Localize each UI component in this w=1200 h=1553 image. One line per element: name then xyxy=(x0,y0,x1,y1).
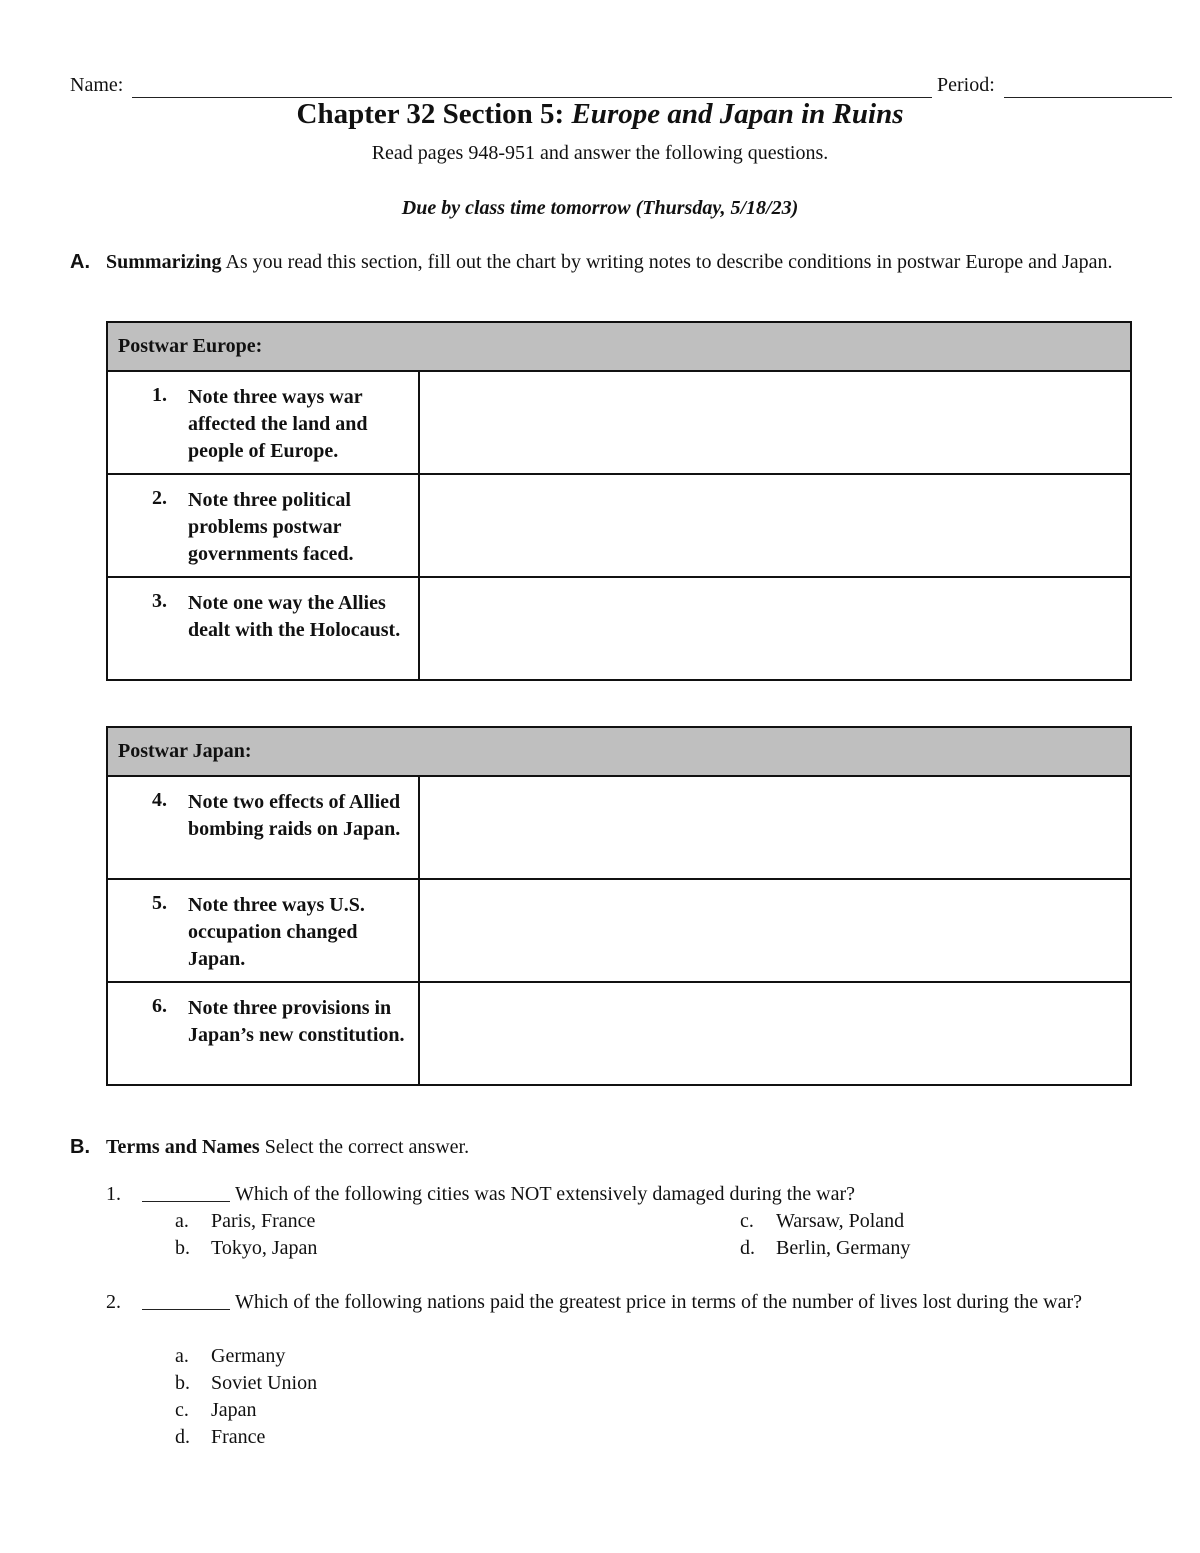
question-text: Note three provisions in Japan’s new constitution. xyxy=(188,997,405,1046)
table-row xyxy=(107,879,1131,982)
option-letter: c. xyxy=(740,1210,754,1232)
title-italic: Europe and Japan in Ruins xyxy=(571,98,904,130)
option-text: France xyxy=(211,1426,266,1448)
section-a-letter: A. xyxy=(70,251,90,273)
section-a-text: As you read this section, fill out the chart by writing notes to describe conditions in postwar Europe and Japan. xyxy=(221,251,1113,273)
postwar-japan-table xyxy=(106,726,1132,1086)
section-b-heading xyxy=(70,1134,1130,1162)
option-letter: d. xyxy=(175,1426,190,1448)
answer-cell[interactable] xyxy=(419,776,1131,879)
question-text: Note one way the Allies dealt with the Holocaust. xyxy=(188,592,401,641)
due-date: Due by class time tomorrow (Thursday, 5/18/23) xyxy=(401,197,799,219)
question-number: 2. xyxy=(152,487,167,509)
option-text: Germany xyxy=(211,1345,286,1367)
question-text: Note three ways war affected the land and people of Europe. xyxy=(188,386,368,462)
option-letter: b. xyxy=(175,1237,190,1259)
europe-table-heading: Postwar Europe: xyxy=(107,322,1131,371)
name-period-line xyxy=(70,72,1104,100)
section-a-body xyxy=(106,249,1126,276)
answer-cell[interactable] xyxy=(419,982,1131,1085)
question-number: 3. xyxy=(152,590,167,612)
option-text: Paris, France xyxy=(211,1210,316,1232)
question-number: 2. xyxy=(106,1291,121,1313)
question-text: Note three political problems postwar governments faced. xyxy=(188,489,354,565)
question-number: 1. xyxy=(152,384,167,406)
option-letter: a. xyxy=(175,1345,189,1367)
option-letter: d. xyxy=(740,1237,755,1259)
question-number: 1. xyxy=(106,1183,121,1205)
option-text: Tokyo, Japan xyxy=(211,1237,318,1259)
question-cell xyxy=(107,371,419,474)
answer-cell[interactable] xyxy=(419,474,1131,577)
section-a-heading xyxy=(70,249,1130,305)
question-1 xyxy=(106,1181,1106,1209)
table-row xyxy=(107,776,1131,879)
japan-table-heading: Postwar Japan: xyxy=(107,727,1131,776)
question-cell xyxy=(107,879,419,982)
question-cell xyxy=(107,474,419,577)
answer-cell[interactable] xyxy=(419,879,1131,982)
question-number: 4. xyxy=(152,789,167,811)
period-label: Period: xyxy=(937,74,995,96)
question-cell xyxy=(107,577,419,680)
question-2 xyxy=(106,1289,1146,1345)
answer-blank[interactable] xyxy=(142,1201,230,1202)
question-cell xyxy=(107,982,419,1085)
table-row xyxy=(107,371,1131,474)
option-text: Soviet Union xyxy=(211,1372,318,1394)
question-number: 6. xyxy=(152,995,167,1017)
answer-cell[interactable] xyxy=(419,371,1131,474)
question-text: Note three ways U.S. occupation changed Japan. xyxy=(188,894,365,970)
option-text: Berlin, Germany xyxy=(776,1237,911,1259)
option-text: Japan xyxy=(211,1399,257,1421)
option-letter: a. xyxy=(175,1210,189,1232)
section-a-title: Summarizing xyxy=(106,251,222,273)
question-number: 5. xyxy=(152,892,167,914)
instructions: Read pages 948-951 and answer the following questions. xyxy=(371,142,829,164)
answer-cell[interactable] xyxy=(419,577,1131,680)
section-b-text: Select the correct answer. xyxy=(259,1136,470,1158)
title-prefix: Chapter 32 Section 5: xyxy=(296,98,572,130)
section-b-letter: B. xyxy=(70,1136,90,1158)
section-b-title: Terms and Names xyxy=(106,1136,260,1158)
question-text: Note two effects of Allied bombing raids on Japan. xyxy=(188,791,401,840)
question-stem: Which of the following nations paid the greatest price in terms of the number of lives lost during the war? xyxy=(235,1291,1082,1313)
question-stem: Which of the following cities was NOT extensively damaged during the war? xyxy=(235,1183,856,1205)
option-letter: c. xyxy=(175,1399,189,1421)
question-cell xyxy=(107,776,419,879)
option-text: Warsaw, Poland xyxy=(776,1210,905,1232)
name-label: Name: xyxy=(70,74,124,96)
section-b-body xyxy=(106,1134,1126,1161)
table-row xyxy=(107,577,1131,680)
table-row xyxy=(107,982,1131,1085)
page-title xyxy=(0,98,1200,131)
postwar-europe-table xyxy=(106,321,1132,681)
table-row xyxy=(107,474,1131,577)
option-letter: b. xyxy=(175,1372,190,1394)
